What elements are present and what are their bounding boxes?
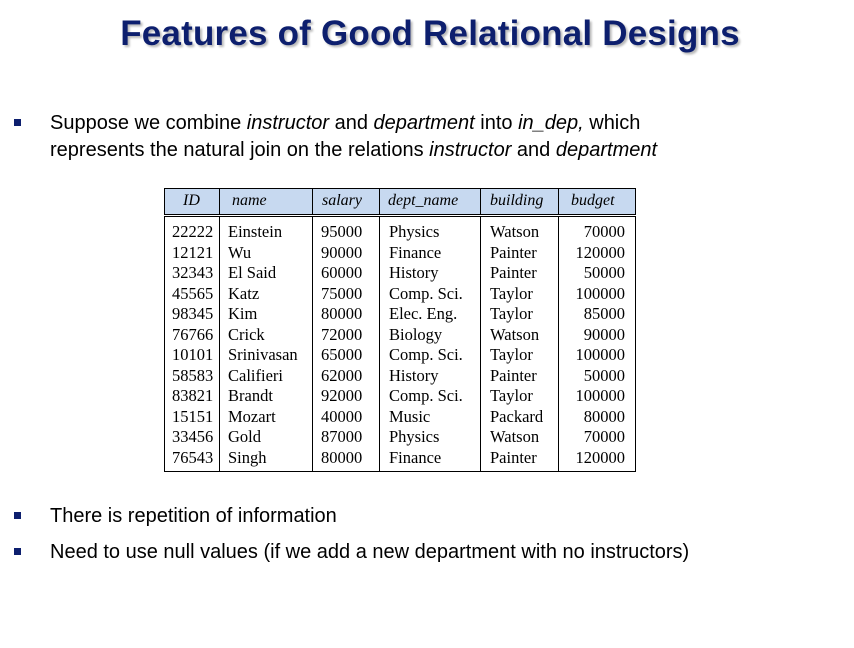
table-cell: Finance — [389, 447, 442, 467]
header-col-salary — [312, 189, 379, 214]
table-cell: Katz — [228, 283, 260, 303]
table-cell: Biology — [389, 324, 443, 344]
table-cell: 90000 — [321, 242, 363, 262]
table-cell: Watson — [490, 324, 540, 344]
table-cell: History — [389, 365, 439, 385]
table-cell: 100000 — [575, 345, 625, 364]
header-col-dept-name — [379, 189, 480, 214]
table-cell: Physics — [389, 427, 440, 446]
table-cell: Painter — [490, 263, 537, 282]
table-cell: 76543 — [172, 447, 214, 467]
term-department: department — [373, 112, 475, 134]
table-cell: 32343 — [172, 263, 214, 282]
table-cell: 22222 — [172, 222, 214, 241]
term-department: department — [555, 139, 658, 161]
table-cell: 120000 — [575, 242, 625, 262]
table-cell: 70000 — [583, 222, 625, 241]
header-col-id — [165, 189, 219, 214]
text-segment: which — [583, 112, 641, 134]
table-cell: 40000 — [321, 406, 363, 426]
header-dept-name: dept_name — [388, 192, 459, 209]
table-body — [164, 216, 636, 472]
table-cell: 50000 — [583, 263, 625, 282]
bullet-square-icon — [14, 119, 21, 126]
table-cell: Srinivasan — [228, 345, 298, 364]
table-cell: 60000 — [321, 263, 363, 282]
table-cell: 100000 — [575, 283, 625, 303]
table-cell: 80000 — [321, 304, 363, 323]
table-cell: Physics — [389, 222, 440, 241]
table-cell: Music — [389, 406, 431, 426]
table-cell: Painter — [490, 447, 537, 467]
table-cell: History — [389, 263, 439, 282]
column-id — [165, 217, 219, 471]
table-cell: Wu — [228, 242, 252, 262]
header-name: name — [232, 192, 267, 209]
table-cell: 120000 — [575, 447, 625, 467]
table-cell: 75000 — [321, 283, 363, 303]
table-cell: Taylor — [490, 283, 533, 303]
table-cell: Mozart — [228, 406, 276, 426]
text-segment: and — [511, 139, 556, 161]
table-cell: 90000 — [583, 324, 625, 344]
table-cell: Elec. Eng. — [389, 304, 458, 323]
table-cell: Comp. Sci. — [389, 386, 463, 405]
table-cell: 65000 — [321, 345, 363, 364]
table-cell: 100000 — [575, 386, 625, 405]
header-budget: budget — [571, 192, 615, 209]
table-cell: 87000 — [321, 427, 363, 446]
column-building — [480, 217, 558, 471]
table-cell: Kim — [228, 304, 258, 323]
header-col-budget — [558, 189, 635, 214]
table-cell: 98345 — [172, 304, 214, 323]
bullet-square-icon — [14, 548, 21, 555]
bullet-text: There is repetition of information — [50, 505, 337, 527]
table-cell: 12121 — [172, 242, 214, 262]
header-building: building — [490, 192, 544, 209]
column-name — [219, 217, 312, 471]
table-cell: 95000 — [321, 222, 363, 241]
table-cell: 83821 — [172, 386, 214, 405]
table-cell: El Said — [228, 263, 277, 282]
text-segment: and — [329, 112, 374, 134]
table-cell: 80000 — [583, 406, 625, 426]
table-cell: 72000 — [321, 324, 363, 344]
slide-title: Features of Good Relational Designs — [120, 14, 740, 53]
table-cell: Taylor — [490, 345, 533, 364]
table-cell: Painter — [490, 242, 537, 262]
bullet-line-1 — [50, 110, 810, 137]
table-header — [164, 188, 636, 215]
table-cell: 76766 — [172, 324, 214, 344]
table-cell: 80000 — [321, 447, 363, 467]
table-cell: 10101 — [172, 345, 214, 364]
table-cell: Califieri — [228, 365, 283, 385]
table-cell: Crick — [228, 324, 265, 344]
header-id: ID — [183, 192, 200, 209]
table-cell: 33456 — [172, 427, 214, 446]
text-segment: Suppose we combine — [50, 112, 247, 134]
table-cell: Singh — [228, 447, 267, 467]
table-cell: Gold — [228, 427, 261, 446]
table-cell: Comp. Sci. — [389, 283, 463, 303]
bullet-text: Need to use null values (if we add a new department with no instructors) — [50, 541, 690, 563]
column-dept-name — [379, 217, 480, 471]
column-salary — [312, 217, 379, 471]
table-cell: Taylor — [490, 386, 533, 405]
table-cell: 50000 — [583, 365, 625, 385]
column-budget — [558, 217, 635, 471]
table-cell: Brandt — [228, 386, 273, 405]
table-cell: Watson — [490, 222, 540, 241]
header-salary: salary — [322, 192, 362, 209]
table-cell: 70000 — [583, 427, 625, 446]
header-col-name — [219, 189, 312, 214]
text-segment: into — [474, 112, 519, 134]
table-cell: Watson — [490, 427, 540, 446]
bullet-line-2 — [50, 137, 810, 164]
table-cell: 15151 — [172, 406, 214, 426]
text-segment: represents the natural join on the relations — [50, 139, 430, 161]
table-cell: Taylor — [490, 304, 533, 323]
table-cell: Painter — [490, 365, 537, 385]
table-cell: 58583 — [172, 365, 214, 385]
table-cell: 62000 — [321, 365, 363, 385]
table-cell: 45565 — [172, 283, 214, 303]
bullet-square-icon — [14, 512, 21, 519]
table-cell: 85000 — [583, 304, 625, 323]
table-cell: Finance — [389, 242, 442, 262]
table-cell: Einstein — [228, 222, 283, 241]
header-col-building — [480, 189, 558, 214]
term-instructor: instructor — [429, 139, 512, 161]
table-cell: 92000 — [321, 386, 363, 405]
table-cell: Packard — [490, 406, 544, 426]
table-cell: Comp. Sci. — [389, 345, 463, 364]
term-in-dep: in_dep, — [518, 112, 584, 134]
term-instructor: instructor — [246, 112, 330, 134]
